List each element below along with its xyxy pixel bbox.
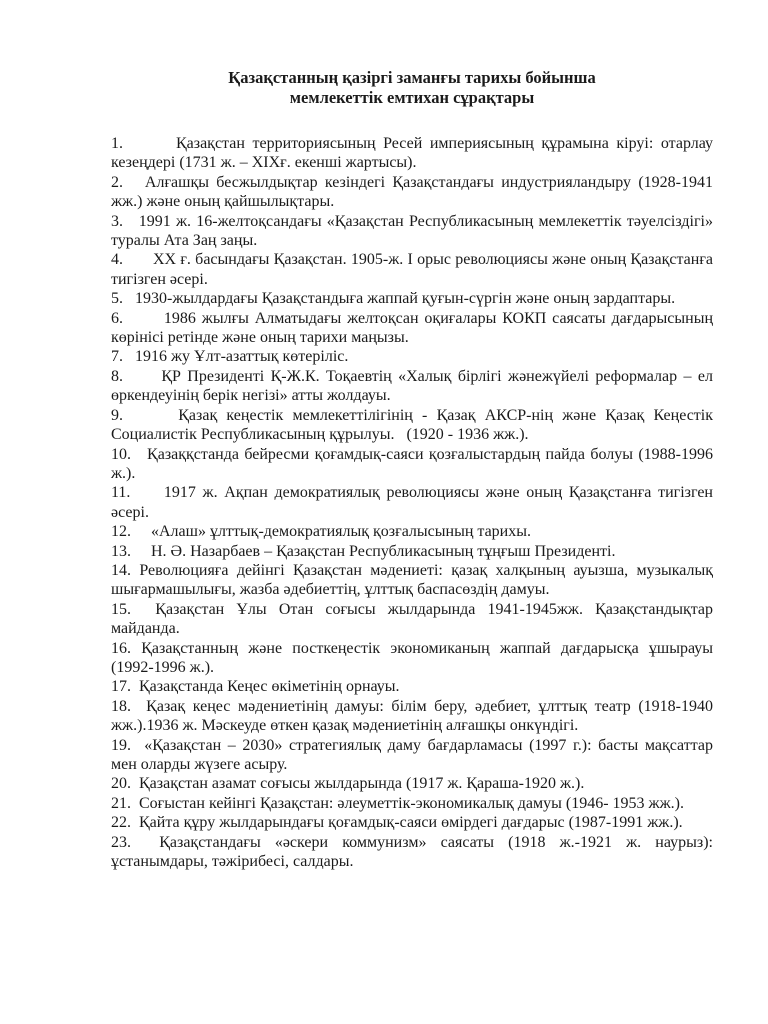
question-item: 14. Революцияға дейінгі Қазақстан мәдениеті: қазақ халқының ауызша, музыкалық шығармашылығы, жазба әдебиеттің, ұлттық баспасөздің дамуы.	[111, 561, 713, 599]
question-item: 12. «Алаш» ұлттық-демократиялық қозғалысының тарихы.	[111, 523, 531, 541]
question-item: 22. Қайта құру жылдарындағы қоғамдық-саяси өмірдегі дағдарыс (1987-1991 жж.).	[111, 814, 683, 832]
question-item: 20. Қазақстан азамат соғысы жылдарында (1917 ж. Қараша-1920 ж.).	[111, 775, 585, 793]
question-item: 4. ХХ ғ. басындағы Қазақстан. 1905-ж. І орыс революциясы және оның Қазақстанға тигізген әсері.	[111, 251, 713, 288]
question-item: 19. «Қазақстан – 2030» стратегиялық даму бағдарламасы (1997 г.): басты мақсаттар мен оларды жүзеге асыру.	[111, 736, 713, 773]
question-item: 17. Қазақстанда Кеңес өкіметінің орнауы.	[111, 678, 400, 696]
question-item: 15. Қазақстан Ұлы Отан соғысы жылдарында 1941-1945жж. Қазақстандықтар майданда.	[111, 600, 713, 638]
question-item: 13. Н. Ә. Назарбаев – Қазақстан Республикасының тұңғыш Президенті.	[111, 542, 616, 560]
document-page	[111, 68, 713, 871]
question-item: 11. 1917 ж. Ақпан демократиялық революциясы және оның Қазақстанға тигізген әсері.	[111, 484, 713, 521]
question-item: 9. Қазақ кеңестік мемлекеттілігінің - Қазақ АКСР-нің және Қазақ Кеңестік Социалистік Республикасының құрылуы. (1920 - 1936 жж.).	[111, 406, 713, 444]
title-line-2: мемлекеттік емтихан сұрақтары	[289, 88, 535, 107]
question-item: 5. 1930-жылдардағы Қазақстандыға жаппай қуғын-сүргін және оның зардаптары.	[111, 290, 676, 308]
question-item: 10. Қазаққстанда бейресми қоғамдық-саяси қозғалыстардың пайда болуы (1988-1996 ж.).	[111, 445, 713, 482]
question-item: 3. 1991 ж. 16-желтоқсандағы «Қазақстан Республикасының мемлекеттік тәуелсіздігі» туралы Ата Заң заңы.	[111, 212, 713, 250]
title-line-1: Қазақстанның қазіргі заманғы тарихы бойынша	[228, 68, 596, 87]
question-item: 1. Қазақстан территориясының Ресей империясының құрамына кіруі: отарлау кезеңдері (1731 ж. – ХІХғ. екенші жартысы).	[111, 135, 713, 172]
question-item: 6. 1986 жылғы Алматыдағы желтоқсан оқиғалары КОКП саясаты дағдарысының көрінісі ретінде және оның тарихи маңызы.	[111, 309, 713, 347]
question-item: 21. Соғыстан кейінгі Қазақстан: әлеуметтік-экономикалық дамуы (1946- 1953 жж.).	[111, 794, 684, 812]
question-list	[111, 134, 713, 871]
question-item: 18. Қазақ кеңес мәдениетінің дамуы: білім беру, әдебиет, ұлттық театр (1918-1940 жж.).1936 ж. Мәскеуде өткен қазақ мәдениетінің алғашқы онкүндігі.	[111, 697, 713, 735]
question-item: 8. ҚР Президенті Қ-Ж.К. Тоқаевтің «Халық бірлігі жәнежүйелі реформалар – ел өркендеуінің берік негізі» атты жолдауы.	[111, 367, 713, 405]
document-title	[111, 68, 713, 108]
question-item: 2. Алғашқы бесжылдықтар кезіндегі Қазақстандағы индустрияландыру (1928-1941 жж.) және оның қайшылықтары.	[111, 173, 713, 211]
question-item: 16. Қазақстанның және посткеңестік экономиканың жаппай дағдарысқа ұшырауы (1992-1996 ж.).	[111, 639, 713, 676]
question-item: 7. 1916 жу Ұлт-азаттық көтеріліс.	[111, 348, 349, 366]
question-item: 23. Қазақстандағы «әскери коммунизм» саясаты (1918 ж.-1921 ж. наурыз): ұстанымдары, тәжірибесі, салдары.	[111, 833, 713, 871]
